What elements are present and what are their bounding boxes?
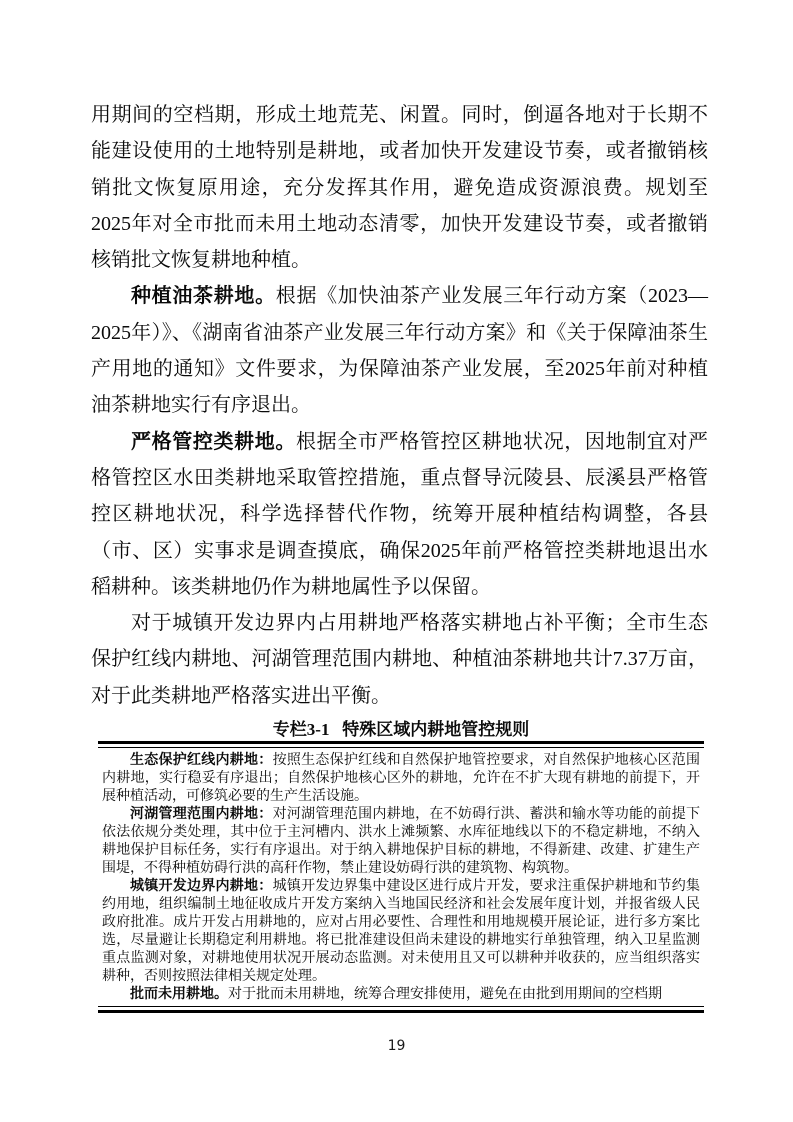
- paragraph-oil-tea-lead: 种植油茶耕地。: [131, 285, 276, 308]
- callout-title-text: 特殊区域内耕地管控规则: [342, 720, 530, 739]
- paragraph-balance-text: 对于城镇开发边界内占用耕地严格落实耕地占补平衡；全市生态保护红线内耕地、河湖管理范围内耕地、种植油茶耕地共计7.37万亩，对于此类耕地严格落实进出平衡。: [91, 612, 708, 707]
- callout-label: 专栏3-1: [272, 720, 330, 739]
- callout-top-rule: [98, 741, 704, 748]
- callout-item-river-lake-lead: 河湖管理范围内耕地：: [130, 807, 273, 822]
- callout-item-approved-unused-text: 对于批而未用耕地，统筹合理安排使用，避免在由批到用期间的空档期: [228, 987, 662, 1002]
- callout-title: [98, 719, 704, 741]
- paragraph-balance: [91, 605, 708, 714]
- paragraph-strict-control: [91, 424, 708, 605]
- paragraph-oil-tea: [91, 278, 708, 423]
- callout-item-ecological-redline-lead: 生态保护红线内耕地：: [130, 753, 273, 768]
- paragraph-continuation-text: 用期间的空档期，形成土地荒芜、闲置。同时，倒逼各地对于长期不能建设使用的土地特别是耕地，或者加快开发建设节奏，或者撤销核销批文恢复原用途，充分发挥其作用，避免造成资源浪费。规划至2025年对全市批而未用土地动态清零，加快开发建设节奏，或者撤销核销批文恢复耕地种植。: [91, 104, 708, 272]
- paragraph-continuation: [91, 97, 708, 278]
- callout-body: [98, 748, 704, 1006]
- callout-item-approved-unused-lead: 批而未用耕地。: [130, 987, 228, 1002]
- callout-item-ecological-redline-text: 按照生态保护红线和自然保护地管控要求，对自然保护地核心区范围内耕地，实行稳妥有序退出；自然保护地核心区外的耕地，允许在不扩大现有耕地的前提下，开展种植活动，可修筑必要的生产生活设施。: [102, 753, 701, 804]
- page-number: 19: [387, 1038, 406, 1054]
- callout-item-approved-unused: [102, 986, 700, 1004]
- body-text: [91, 97, 708, 714]
- callout-box: [98, 719, 704, 1013]
- callout-item-river-lake: [102, 806, 700, 878]
- callout-item-ecological-redline: [102, 752, 700, 806]
- callout-item-urban-boundary-text: 城镇开发边界集中建设区进行成片开发，要求注重保护耕地和节约集约用地，组织编制土地征收成片开发方案纳入当地国民经济和社会发展年度计划，并报省级人民政府批准。成片开发占用耕地的，应对占用必要性、合理性和用地规模开展论证，进行多方案比选，尽量避让长期稳定利用耕地。将已批准建设但尚未建设的耕地实行单独管理，纳入卫星监测重点监测对象，对耕地使用状况开展动态监测。对未使用且又可以耕种并收获的，应当组织落实耕种，否则按照法律相关规定处理。: [102, 879, 701, 984]
- callout-item-urban-boundary: [102, 878, 700, 986]
- paragraph-strict-control-text: 根据全市严格管控区耕地状况，因地制宜对严格管控区水田类耕地采取管控措施，重点督导沅陵县、辰溪县严格管控区耕地状况，科学选择替代作物，统筹开展种植结构调整，各县（市、区）实事求是调查摸底，确保2025年前严格管控类耕地退出水稻耕种。该类耕地仍作为耕地属性予以保留。: [91, 430, 709, 598]
- callout-bottom-rule: [98, 1006, 704, 1013]
- callout-item-river-lake-text: 对河湖管理范围内耕地，在不妨碍行洪、蓄洪和输水等功能的前提下依法依规分类处理，其中位于主河槽内、洪水上滩频繁、水库征地线以下的不稳定耕地，不纳入耕地保护目标任务，实行有序退出。对于纳入耕地保护目标的耕地，不得新建、改建、扩建生产围堤，不得种植妨碍行洪的高秆作物，禁止建设妨碍行洪的建筑物、构筑物。: [102, 807, 701, 876]
- paragraph-strict-control-lead: 严格管控类耕地。: [131, 430, 297, 453]
- paragraph-oil-tea-text: 根据《加快油茶产业发展三年行动方案（2023—2025年）》、《湖南省油茶产业发展三年行动方案》和《关于保障油茶生产用地的通知》文件要求，为保障油茶产业发展，至2025年前对种植油茶耕地实行有序退出。: [91, 285, 709, 417]
- callout-item-urban-boundary-lead: 城镇开发边界内耕地：: [130, 879, 273, 894]
